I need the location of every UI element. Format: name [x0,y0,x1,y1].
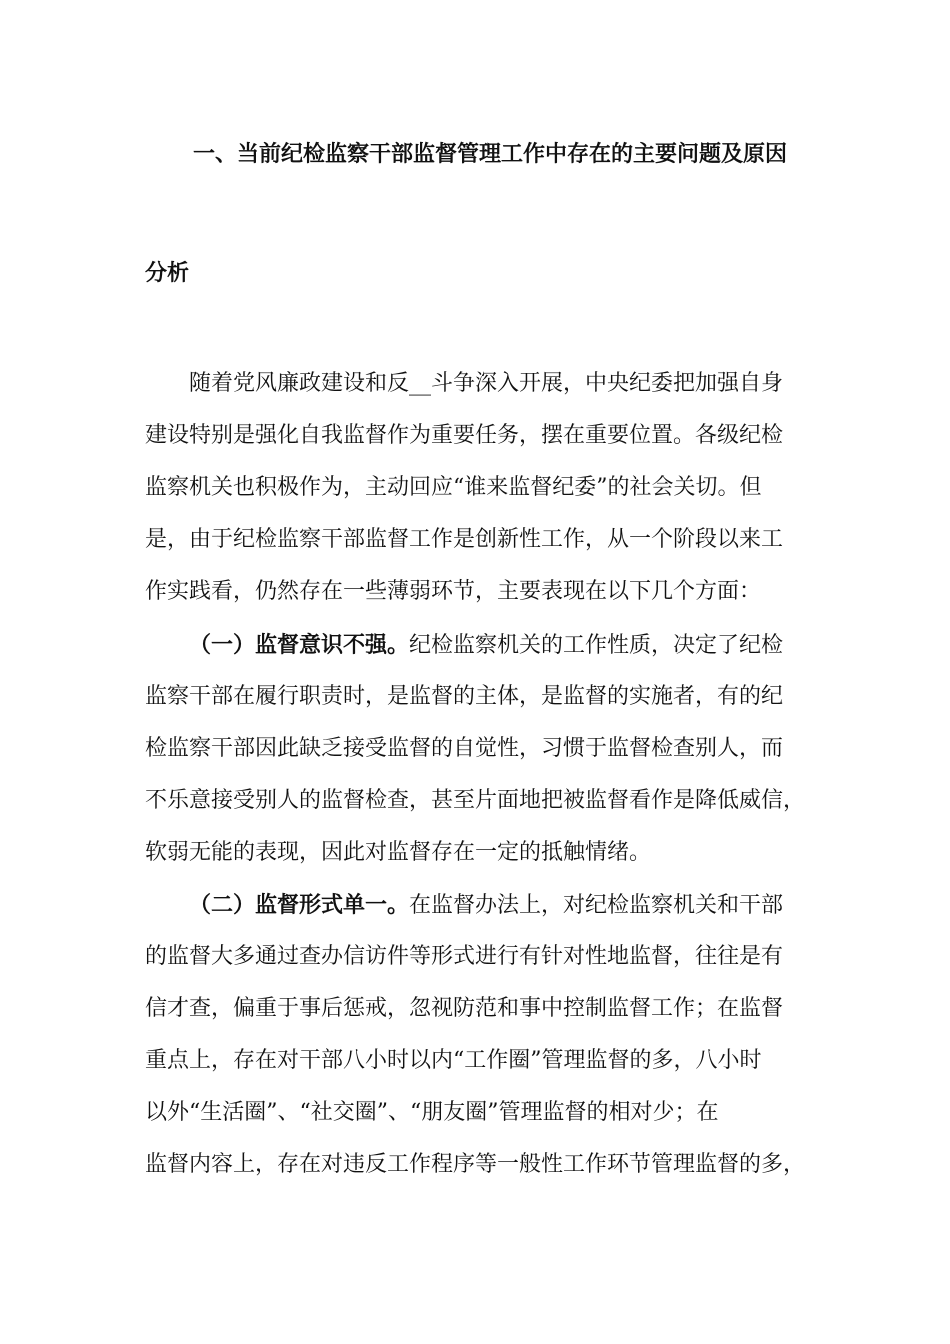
section-heading: 一、当前纪检监察干部监督管理工作中存在的主要问题及原因 [193,141,788,167]
text-line: 以外“生活圈”、“社交圈”、“朋友圈”管理监督的相对少；在 [145,1100,719,1125]
text-line: 作实践看，仍然存在一些薄弱环节，主要表现在以下几个方面： [145,579,762,604]
text-line [145,619,805,671]
paragraph-lead-rest: 纪检监察机关的工作性质，决定了纪检 [409,633,784,658]
text-line: 监察干部在履行职责时，是监督的主体，是监督的实施者，有的纪 [145,684,784,709]
text-line: 重点上，存在对干部八小时以内“工作圈”管理监督的多，八小时 [145,1048,762,1073]
paragraph-lead: （二）监督形式单一。 [189,892,410,918]
text-line: 检监察干部因此缺乏接受监督的自觉性，习惯于监督检查别人，而 [145,736,784,761]
text-line: 信才查，偏重于事后惩戒，忽视防范和事中控制监督工作；在监督 [145,996,784,1021]
text-line [145,879,805,931]
text-line: 软弱无能的表现，因此对监督存在一定的抵触情绪。 [145,840,652,865]
text-line: 不乐意接受别人的监督检查，甚至片面地把被监督看作是降低威信， [145,788,806,813]
text-line: 随着党风廉政建设和反__斗争深入开展，中央纪委把加强自身 [189,371,784,396]
paragraph-supervision-awareness [145,619,805,879]
section-heading-continuation: 分析 [145,260,190,286]
paragraph-lead: （一）监督意识不强。 [189,632,410,658]
text-line: 监督内容上，存在对违反工作程序等一般性工作环节管理监督的多， [145,1152,806,1177]
text-line: 建设特别是强化自我监督作为重要任务，摆在重要位置。各级纪检 [145,423,784,448]
text-line: 的监督大多通过查办信访件等形式进行有针对性地监督，往往是有 [145,944,784,969]
paragraph-intro [145,358,805,618]
text-line: 监察机关也积极作为，主动回应“谁来监督纪委”的社会关切。但 [145,475,762,500]
text-line: 是，由于纪检监察干部监督工作是创新性工作，从一个阶段以来工 [145,527,784,552]
paragraph-lead-rest: 在监督办法上，对纪检监察机关和干部 [409,893,784,918]
paragraph-supervision-form [145,879,805,1191]
